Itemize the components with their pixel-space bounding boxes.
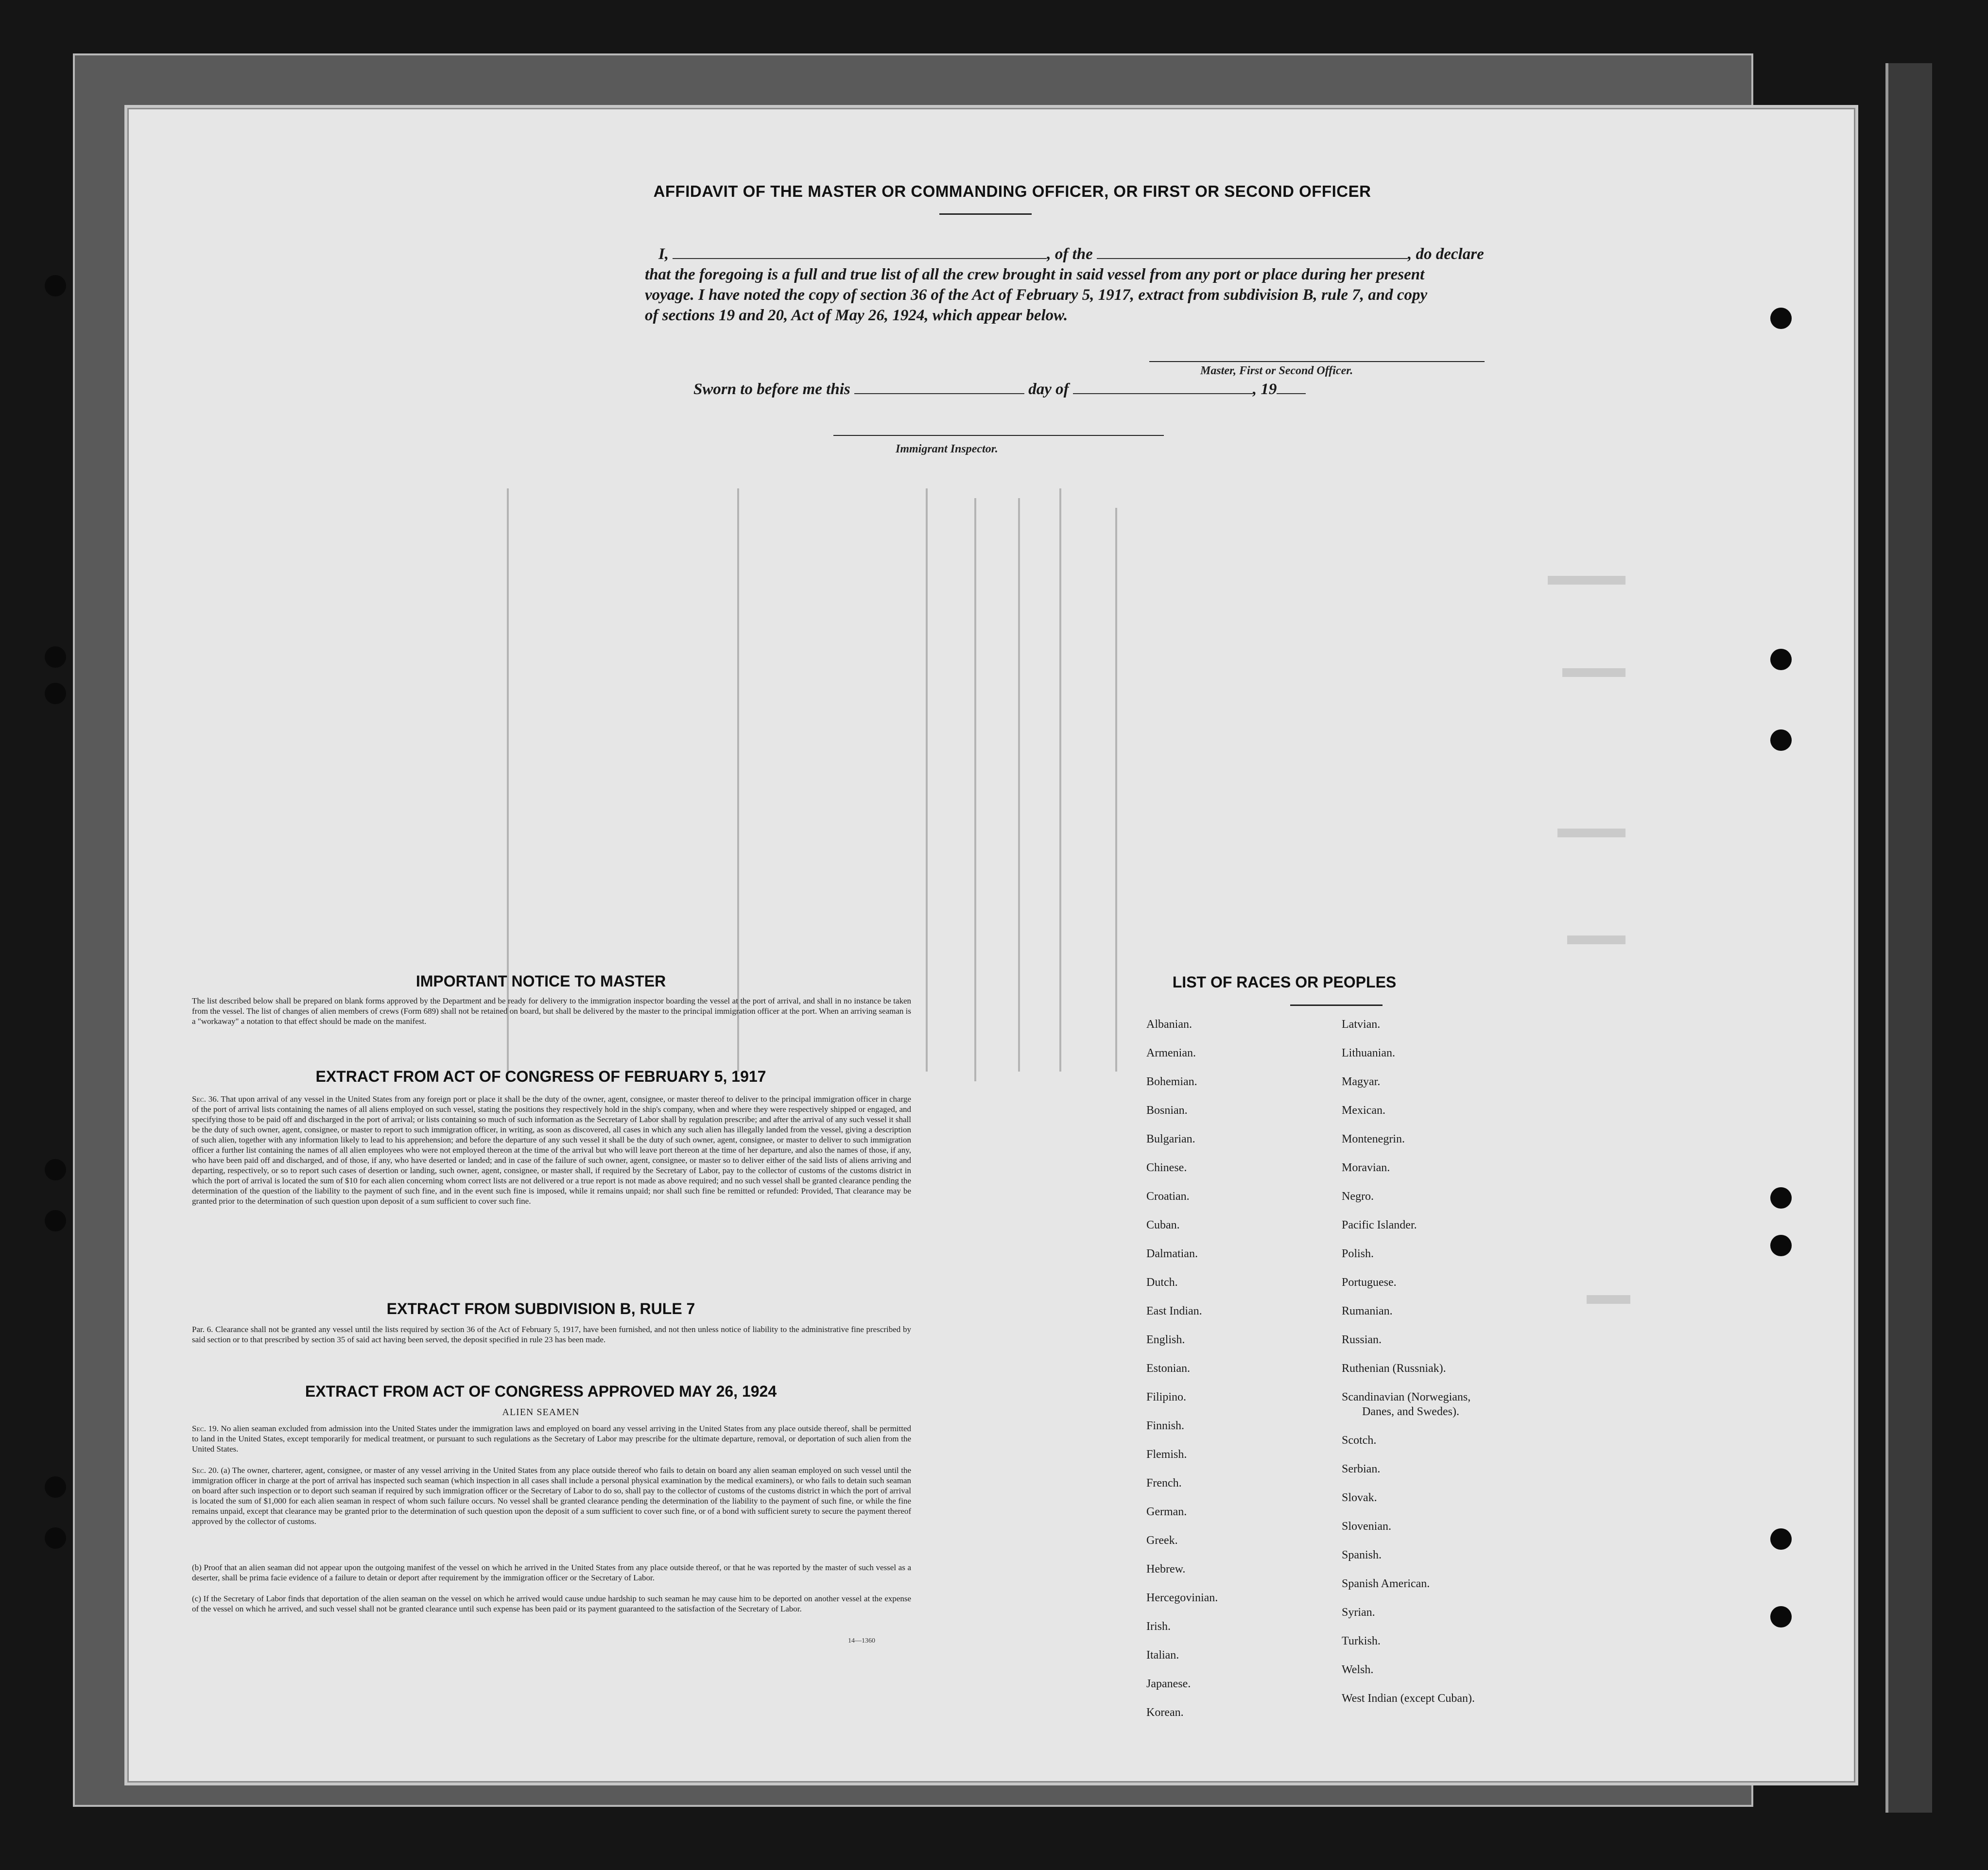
race-item: Russian.	[1342, 1333, 1382, 1346]
race-item: Danes, and Swedes).	[1362, 1405, 1459, 1418]
race-item: Estonian.	[1146, 1362, 1190, 1375]
punch-hole	[1770, 1187, 1792, 1209]
alien-seamen-subtitle: ALIEN SEAMEN	[502, 1407, 580, 1418]
extract-1917-title: EXTRACT FROM ACT OF CONGRESS OF FEBRUARY 5, 1917	[315, 1068, 766, 1085]
bleed-through-line	[1059, 488, 1061, 1072]
day-blank	[854, 381, 1024, 394]
extract-1917-text	[192, 1094, 911, 1206]
bleed-through-line	[1115, 508, 1117, 1072]
punch-hole	[45, 1476, 66, 1498]
do-declare-label: , do declare	[1408, 245, 1484, 263]
race-item: West Indian (except Cuban).	[1342, 1692, 1475, 1705]
affidavit-line-4: of sections 19 and 20, Act of May 26, 1924, which appear below.	[645, 307, 1068, 324]
punch-hole	[45, 275, 66, 296]
inspector-signature-line	[833, 435, 1164, 436]
punch-hole	[1770, 1606, 1792, 1628]
punch-hole	[45, 1159, 66, 1180]
punch-hole	[1770, 729, 1792, 751]
race-item: Irish.	[1146, 1620, 1171, 1633]
form-number: 14—1360	[848, 1637, 875, 1645]
race-item: Croatian.	[1146, 1190, 1190, 1203]
bleed-through-line	[1018, 498, 1020, 1072]
race-item: Slovak.	[1342, 1491, 1377, 1504]
punch-hole	[45, 683, 66, 704]
race-item: Hercegovinian.	[1146, 1592, 1218, 1604]
race-item: Negro.	[1342, 1190, 1374, 1203]
race-item: French.	[1146, 1477, 1182, 1489]
race-item: Spanish American.	[1342, 1577, 1430, 1590]
race-item: Chinese.	[1146, 1161, 1187, 1174]
punch-hole	[1770, 1235, 1792, 1256]
race-item: Welsh.	[1342, 1663, 1374, 1676]
race-item: Greek.	[1146, 1534, 1178, 1547]
affidavit-title: AFFIDAVIT OF THE MASTER OR COMMANDING OFFICER, OR FIRST OR SECOND OFFICER	[653, 182, 1371, 200]
i-label: I,	[658, 245, 669, 263]
master-signature-line	[1149, 361, 1485, 362]
race-item: Bosnian.	[1146, 1104, 1188, 1117]
section-20c-text: (c) If the Secretary of Labor finds that deportation of the alien seaman on the vessel on which he arrived would cause undue hardship to such seaman he may cause him to be deported on another vessel at the expense of the vessel on which he arrived, and such vessel shall not be granted clearance until such expense has been paid or its payment guaranteed to the satisfaction of the Secretary of Labor.	[192, 1594, 911, 1613]
race-item: Bohemian.	[1146, 1075, 1197, 1088]
bleed-through-line	[974, 498, 976, 1081]
punch-hole	[45, 1527, 66, 1549]
bleed-through-mark	[1562, 668, 1625, 677]
races-title: LIST OF RACES OR PEOPLES	[1172, 973, 1397, 991]
race-item: Finnish.	[1146, 1420, 1185, 1432]
race-item: Magyar.	[1342, 1075, 1381, 1088]
races-title-underline	[1290, 1004, 1383, 1006]
affidavit-line-3: voyage. I have noted the copy of section 36 of the Act of February 5, 1917, extract from subdivision B, rule 7, and copy	[645, 286, 1428, 304]
inspector-signature-label: Immigrant Inspector.	[896, 443, 998, 455]
name-blank	[673, 246, 1047, 259]
punch-hole	[45, 646, 66, 668]
race-item: English.	[1146, 1333, 1185, 1346]
sworn-line	[693, 381, 1306, 398]
race-item: Bulgarian.	[1146, 1133, 1195, 1145]
race-item: Latvian.	[1342, 1018, 1381, 1031]
section-20b-text: (b) Proof that an alien seaman did not appear upon the outgoing manifest of the vessel on which he arrived in the United States from any place outside thereof, or that he was reported by the master of such vessel as a deserter, shall be prima facie evidence of a failure to detain or deport after requirement by the immigration officer or the Secretary of Labor.	[192, 1563, 911, 1582]
year-label: , 19	[1252, 381, 1277, 398]
bleed-through-line	[926, 488, 928, 1072]
day-of-label: day of	[1028, 381, 1069, 398]
race-item: Moravian.	[1342, 1161, 1390, 1174]
master-signature-label: Master, First or Second Officer.	[1200, 364, 1353, 377]
race-item: Portuguese.	[1342, 1276, 1397, 1289]
form-page	[127, 108, 1855, 1783]
race-item: Syrian.	[1342, 1606, 1375, 1619]
race-item: Lithuanian.	[1342, 1047, 1395, 1059]
race-item: East Indian.	[1146, 1305, 1202, 1317]
race-item: Scotch.	[1342, 1434, 1377, 1447]
race-item: Pacific Islander.	[1342, 1219, 1417, 1231]
race-item: Turkish.	[1342, 1635, 1381, 1647]
title-underline	[939, 213, 1032, 215]
punch-hole	[1770, 649, 1792, 670]
bleed-through-mark	[1548, 576, 1625, 585]
underlying-sheet-edge	[1885, 63, 1932, 1813]
bleed-through-mark	[1587, 1295, 1630, 1304]
section-36-text: That upon arrival of any vessel in the United States from any foreign port or place it shall be the duty of the owner, agent, consignee, or master thereof to deliver to the principal immigration officer in charge of the port of arrival lists containing the names of all aliens employed on such vessel, stating the positions they respectively hold in the ship's company, when and where they were respectively shipped or engaged, and specifying those to be paid off and discharged in the port of arrival; or lists containing so much of such information as the Secretary of Labor shall by regulation prescribe; and after the arrival of any such vessel it shall be the duty of such owner, agent, consignee, or master to report to such immigration officer, in writing, as soon as discovered, all cases in which any such alien has illegally landed from the vessel, giving a description of such alien, together with any information likely to lead to his apprehension; and before the departure of any such vessel it shall be the duty of such owner, agent, consignee, or master to deliver to such immigration officer a further list containing the names of all alien employees who were not employed thereon at the time of the arrival but who will leave port thereon at the time of her departure, and also the names of those, if any, who have been paid off and discharged, and of those, if any, who have deserted or landed; and in case of the failure of such owner, agent, consignee, or master so to deliver either of the said lists of aliens arriving and departing, respectively, or so to report such cases of desertion or landing, such owner, agent, consignee, or master shall, if required by the Secretary of Labor, pay to the collector of customs of the customs district in which the port of arrival is located the sum of $10 for each alien concerning whom correct lists are not delivered or a true report is not made as above required; and no such vessel shall be granted clearance pending the determination of the question of the liability to the payment of such fine, and in the event such fine is imposed, while it remains unpaid; nor shall such fine be remitted or refunded: Provided, That clearance may be granted prior to the determination of such question upon deposit of a sum sufficient to cover such fine.	[192, 1094, 911, 1206]
race-item: Dalmatian.	[1146, 1247, 1198, 1260]
race-item: Montenegrin.	[1342, 1133, 1405, 1145]
punch-hole	[45, 1210, 66, 1231]
race-item: Dutch.	[1146, 1276, 1178, 1289]
affidavit-line-2: that the foregoing is a full and true list of all the crew brought in said vessel from any port or place during her present	[645, 266, 1425, 283]
affidavit-line-1	[658, 245, 1484, 263]
race-item: Cuban.	[1146, 1219, 1180, 1231]
race-item: Scandinavian (Norwegians,	[1342, 1391, 1471, 1403]
section-19-label: Sec. 19.	[192, 1424, 219, 1433]
year-blank	[1277, 381, 1306, 394]
sworn-label: Sworn to before me this	[693, 381, 850, 398]
race-item: Polish.	[1342, 1247, 1374, 1260]
race-item: Mexican.	[1342, 1104, 1385, 1117]
extract-rule7-title: EXTRACT FROM SUBDIVISION B, RULE 7	[386, 1300, 695, 1317]
section-19-text: Sec. 19. No alien seaman excluded from admission into the United States under the immigration laws and employed on board any vessel arriving in the United States from any place outside thereof, shall be permitted to land in the United States, except temporarily for medical treatment, or pursuant to such regulations as the Secretary of Labor may prescribe for the ultimate departure, removal, or deportation of such alien from the United States.	[192, 1424, 912, 1454]
race-item: Flemish.	[1146, 1448, 1187, 1461]
race-item: Filipino.	[1146, 1391, 1187, 1403]
race-item: Italian.	[1146, 1649, 1179, 1662]
bleed-through-mark	[1567, 935, 1625, 944]
race-item: Albanian.	[1146, 1018, 1192, 1031]
race-item: Slovenian.	[1342, 1520, 1391, 1533]
notice-text: The list described below shall be prepared on blank forms approved by the Department and be ready for delivery to the immigration inspector boarding the vessel at the port of arrival, and shall in no instance be taken from the vessel. The list of changes of alien members of crews (Form 689) shall not be retained on board, but shall be delivered by the master to the principal immigration officer at the port. When an arriving seaman is a "workaway" a notation to that effect should be made on the manifest.	[192, 996, 911, 1026]
of-the-label: , of the	[1047, 245, 1093, 263]
bleed-through-mark	[1557, 829, 1625, 837]
race-item: Rumanian.	[1342, 1305, 1393, 1317]
extract-1924-title: EXTRACT FROM ACT OF CONGRESS APPROVED MAY 26, 1924	[305, 1383, 777, 1400]
punch-hole	[1770, 308, 1792, 329]
race-item: Serbian.	[1342, 1463, 1381, 1475]
race-item: Japanese.	[1146, 1678, 1191, 1690]
extract-rule7-text: Par. 6. Clearance shall not be granted any vessel until the lists required by section 36 of the Act of February 5, 1917, have been furnished, and not then unless notice of liability to the administrative fine prescribed by said section or to that prescribed by section 35 of said act having been served, the deposit specified in rule 23 has been made.	[192, 1325, 911, 1344]
race-item: Spanish.	[1342, 1549, 1382, 1561]
race-item: Hebrew.	[1146, 1563, 1186, 1576]
section-20a-text: Sec. 20. (a) The owner, charterer, agent, consignee, or master of any vessel arriving in the United States from any place outside thereof who fails to detain on board any alien seaman employed on such vessel until the immigration officer in charge at the port of arrival has inspected such seaman (which inspection in all cases shall include a personal physical examination by the medical examiners), or who fails to detain such seaman on board after such inspection or to deport such seaman if required by such immigration officer or the Secretary of Labor to do so, shall pay to the collector of customs of the customs district in which the port of arrival is located the sum of $1,000 for each alien seaman in respect of whom such failure occurs. No vessel shall be granted clearance pending the determination of the liability to the payment of such fine, or while the fine remains unpaid, except that clearance may be granted prior to the determination of such question upon the deposit of a sum sufficient to cover such fine, or of a bond with sufficient surety to secure the payment thereof approved by the collector of customs.	[192, 1466, 911, 1526]
section-36-label: Sec. 36.	[192, 1094, 219, 1104]
punch-hole	[1770, 1528, 1792, 1550]
notice-title: IMPORTANT NOTICE TO MASTER	[415, 972, 666, 990]
race-item: German.	[1146, 1506, 1187, 1518]
section-20-label: Sec. 20.	[192, 1466, 219, 1475]
vessel-blank	[1097, 246, 1408, 259]
race-item: Korean.	[1146, 1706, 1184, 1719]
month-blank	[1073, 381, 1253, 394]
race-item: Armenian.	[1146, 1047, 1196, 1059]
race-item: Ruthenian (Russniak).	[1342, 1362, 1446, 1375]
